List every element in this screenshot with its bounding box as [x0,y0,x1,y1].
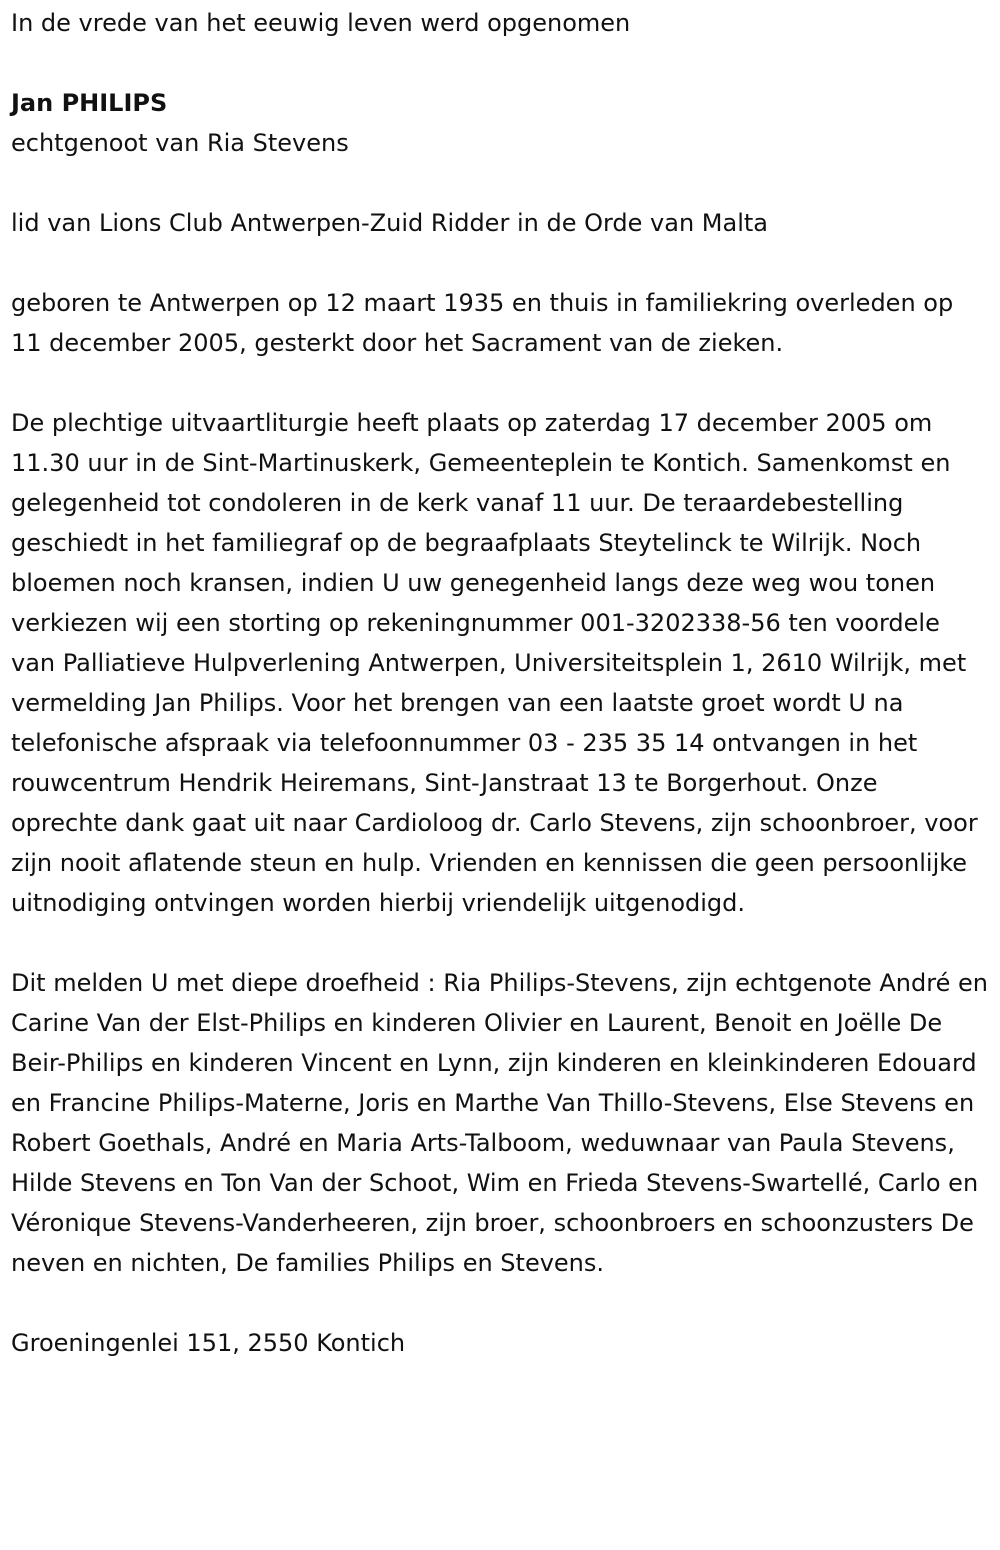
spacer [11,1283,991,1323]
address-line: Groeningenlei 151, 2550 Kontich [11,1329,406,1357]
deceased-name: Jan PHILIPS [11,89,168,117]
spacer [11,43,991,83]
spacer [11,243,991,283]
spouse-line: echtgenoot van Ria Stevens [11,129,349,157]
spacer [11,363,991,403]
spacer [11,163,991,203]
opening-line: In de vrede van het eeuwig leven werd opgenomen [11,9,631,37]
funeral-paragraph: De plechtige uitvaartliturgie heeft plaats op zaterdag 17 december 2005 om 11.30 uur in de Sint-Martinuskerk, Gemeenteplein te Kontich. Samenkomst en gelegenheid tot condoleren in de kerk vanaf 11 uur. De teraardebestelling geschiedt in het familiegraf op de begraafplaats Steytelinck te Wilrijk. Noch bloemen noch kransen, indien U uw genegenheid langs deze weg wou tonen verkiezen wij een storting op rekeningnummer 001-3202338-56 ten voordele van Palliatieve Hulpverlening Antwerpen, Universiteitsplein 1, 2610 Wilrijk, met vermelding Jan Philips. Voor het brengen van een laatste groet wordt U na telefonische afspraak via telefoonnummer 03 - 235 35 14 ontvangen in het rouwcentrum Hendrik Heiremans, Sint-Janstraat 13 te Borgerhout. Onze oprechte dank gaat uit naar Cardioloog dr. Carlo Stevens, zijn schoonbroer, voor zijn nooit aflatende steun en hulp. Vrienden en kennissen die geen persoonlijke uitnodiging ontvingen worden hierbij vriendelijk uitgenodigd. [11,409,978,917]
mourners-paragraph: Dit melden U met diepe droefheid : Ria Philips-Stevens, zijn echtgenote André en Carine Van der Elst-Philips en kinderen Olivier en Laurent, Benoit en Joëlle De Beir-Philips en kinderen Vincent en Lynn, zijn kinderen en kleinkinderen Edouard en Francine Philips-Materne, Joris en Marthe Van Thillo-Stevens, Else Stevens en Robert Goethals, André en Maria Arts-Talboom, weduwnaar van Paula Stevens, Hilde Stevens en Ton Van der Schoot, Wim en Frieda Stevens-Swartellé, Carlo en Véronique Stevens-Vanderheeren, zijn broer, schoonbroers en schoonzusters De neven en nichten, De families Philips en Stevens. [11,969,988,1277]
life-paragraph: geboren te Antwerpen op 12 maart 1935 en thuis in familiekring overleden op 11 december 2005, gesterkt door het Sacrament van de zieken. [11,289,954,357]
spacer [11,923,991,963]
death-notice [11,3,991,1363]
membership-line: lid van Lions Club Antwerpen-Zuid Ridder in de Orde van Malta [11,209,768,237]
